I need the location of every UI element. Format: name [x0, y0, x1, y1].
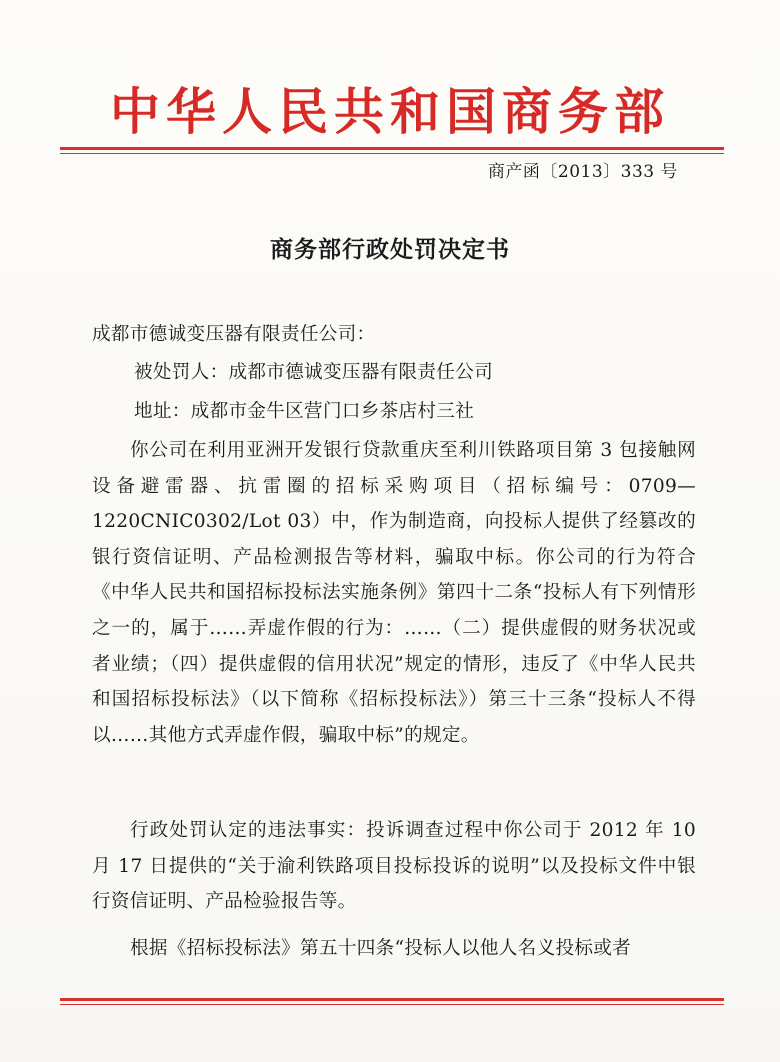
penalized-party-name: 被处罚人：成都市德诚变压器有限责任公司: [134, 362, 493, 383]
body-paragraph: 行政处罚认定的违法事实：投诉调查过程中你公司于 2012 年 10 月 17 日提供的“关于渝利铁路项目投标投诉的说明”以及投标文件中银行资信证明、产品检验报告等。: [92, 820, 696, 913]
penalized-party-address: 地址：成都市金牛区营门口乡茶店村三社: [134, 401, 475, 422]
footer-rule-thin: [60, 1004, 724, 1005]
body-paragraph: 你公司在利用亚洲开发银行贷款重庆至利川铁路项目第 3 包接触网设备避雷器、抗雷圈的招标采购项目（招标编号：0709—1220CNIC0302/Lot 03）中，作为制造商，向投标人提供了经篡改的银行资信证明、产品检测报告等材料，骗取中标。你公司的行为符合《中华人民共和国招标投标法实施条例》第四十二条“投标人有下列情形之一的，属于……弄虚作假的行为：……（二）提供虚假的财务状况或者业绩；（四）提供虚假的信用状况”规定的情形，违反了《中华人民共和国招标投标法》（以下简称《招标投标法》）第三十三条“投标人不得以……其他方式弄虚作假，骗取中标”的规定。: [92, 440, 696, 746]
salutation: 成都市德诚变压器有限责任公司：: [92, 324, 376, 345]
letterhead-rule-thick: [60, 147, 724, 150]
letterhead-title: 中华人民共和国商务部: [110, 82, 670, 141]
document-number: 商产函〔2013〕333 号: [487, 162, 678, 182]
document-heading: 商务部行政处罚决定书: [270, 236, 510, 263]
body-paragraph: 根据《招标投标法》第五十四条“投标人以他人名义投标或者: [130, 938, 632, 959]
footer-rule-thick: [60, 998, 724, 1001]
letterhead-rule-thin: [60, 153, 724, 154]
